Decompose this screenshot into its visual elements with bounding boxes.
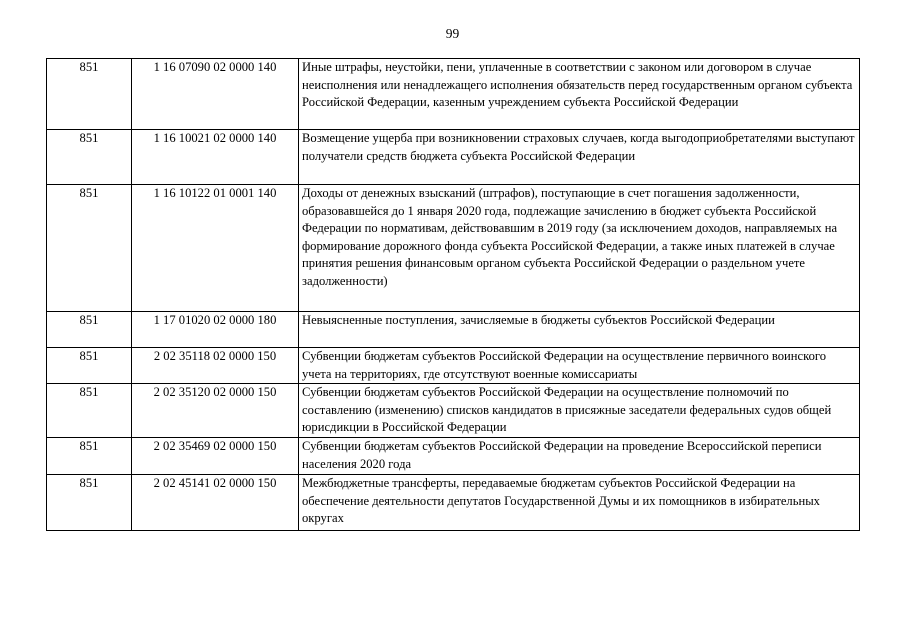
admin-code-cell: 851: [47, 185, 132, 312]
table-row: [47, 384, 860, 438]
table-row: [47, 130, 860, 185]
budget-classification-code-cell: 2 02 45141 02 0000 150: [132, 475, 299, 531]
description-cell: Невыясненные поступления, зачисляемые в бюджеты субъектов Российской Федерации: [299, 312, 860, 348]
budget-classification-code-cell: 1 16 10021 02 0000 140: [132, 130, 299, 185]
admin-code-cell: 851: [47, 384, 132, 438]
description-cell: Субвенции бюджетам субъектов Российской Федерации на осуществление полномочий по составлению (изменению) списков кандидатов в присяжные заседатели федеральных судов общей юрисдикции в Российской Федерации: [299, 384, 860, 438]
description-cell: Иные штрафы, неустойки, пени, уплаченные в соответствии с законом или договором в случае неисполнения или ненадлежащего исполнения обязательств перед государственным органом субъекта Российской Федерации, казенным учреждением субъекта Российской Федерации: [299, 59, 860, 130]
admin-code-cell: 851: [47, 438, 132, 475]
description-cell: Субвенции бюджетам субъектов Российской Федерации на проведение Всероссийской переписи населения 2020 года: [299, 438, 860, 475]
table-row: [47, 312, 860, 348]
table-row: [47, 438, 860, 475]
budget-classification-code-cell: 1 17 01020 02 0000 180: [132, 312, 299, 348]
budget-classification-code-cell: 1 16 07090 02 0000 140: [132, 59, 299, 130]
description-cell: Межбюджетные трансферты, передаваемые бюджетам субъектов Российской Федерации на обеспечение деятельности депутатов Государственной Думы и их помощников в избирательных округах: [299, 475, 860, 531]
table-row: [47, 348, 860, 384]
description-cell: Субвенции бюджетам субъектов Российской Федерации на осуществление первичного воинского учета на территориях, где отсутствуют военные комиссариаты: [299, 348, 860, 384]
budget-classification-code-cell: 1 16 10122 01 0001 140: [132, 185, 299, 312]
table-row: [47, 59, 860, 130]
budget-classification-code-cell: 2 02 35118 02 0000 150: [132, 348, 299, 384]
admin-code-cell: 851: [47, 59, 132, 130]
admin-code-cell: 851: [47, 348, 132, 384]
admin-code-cell: 851: [47, 312, 132, 348]
description-cell: Доходы от денежных взысканий (штрафов), поступающие в счет погашения задолженности, образовавшейся до 1 января 2020 года, подлежащие зачислению в бюджет субъекта Российской Федерации по нормативам, действовавшим в 2019 году (за исключением доходов, направляемых на формирование дорожного фонда субъекта Российской Федерации, а также иных платежей в случае принятия решения финансовым органом субъекта Российской Федерации о раздельном учете задолженности): [299, 185, 860, 312]
table-row: [47, 475, 860, 531]
table-row: [47, 185, 860, 312]
description-cell: Возмещение ущерба при возникновении страховых случаев, когда выгодоприобретателями выступают получатели средств бюджета субъекта Российской Федерации: [299, 130, 860, 185]
budget-classification-code-cell: 2 02 35120 02 0000 150: [132, 384, 299, 438]
budget-classification-code-cell: 2 02 35469 02 0000 150: [132, 438, 299, 475]
budget-codes-table: [46, 58, 860, 531]
admin-code-cell: 851: [47, 130, 132, 185]
admin-code-cell: 851: [47, 475, 132, 531]
page-number: 99: [445, 26, 460, 41]
